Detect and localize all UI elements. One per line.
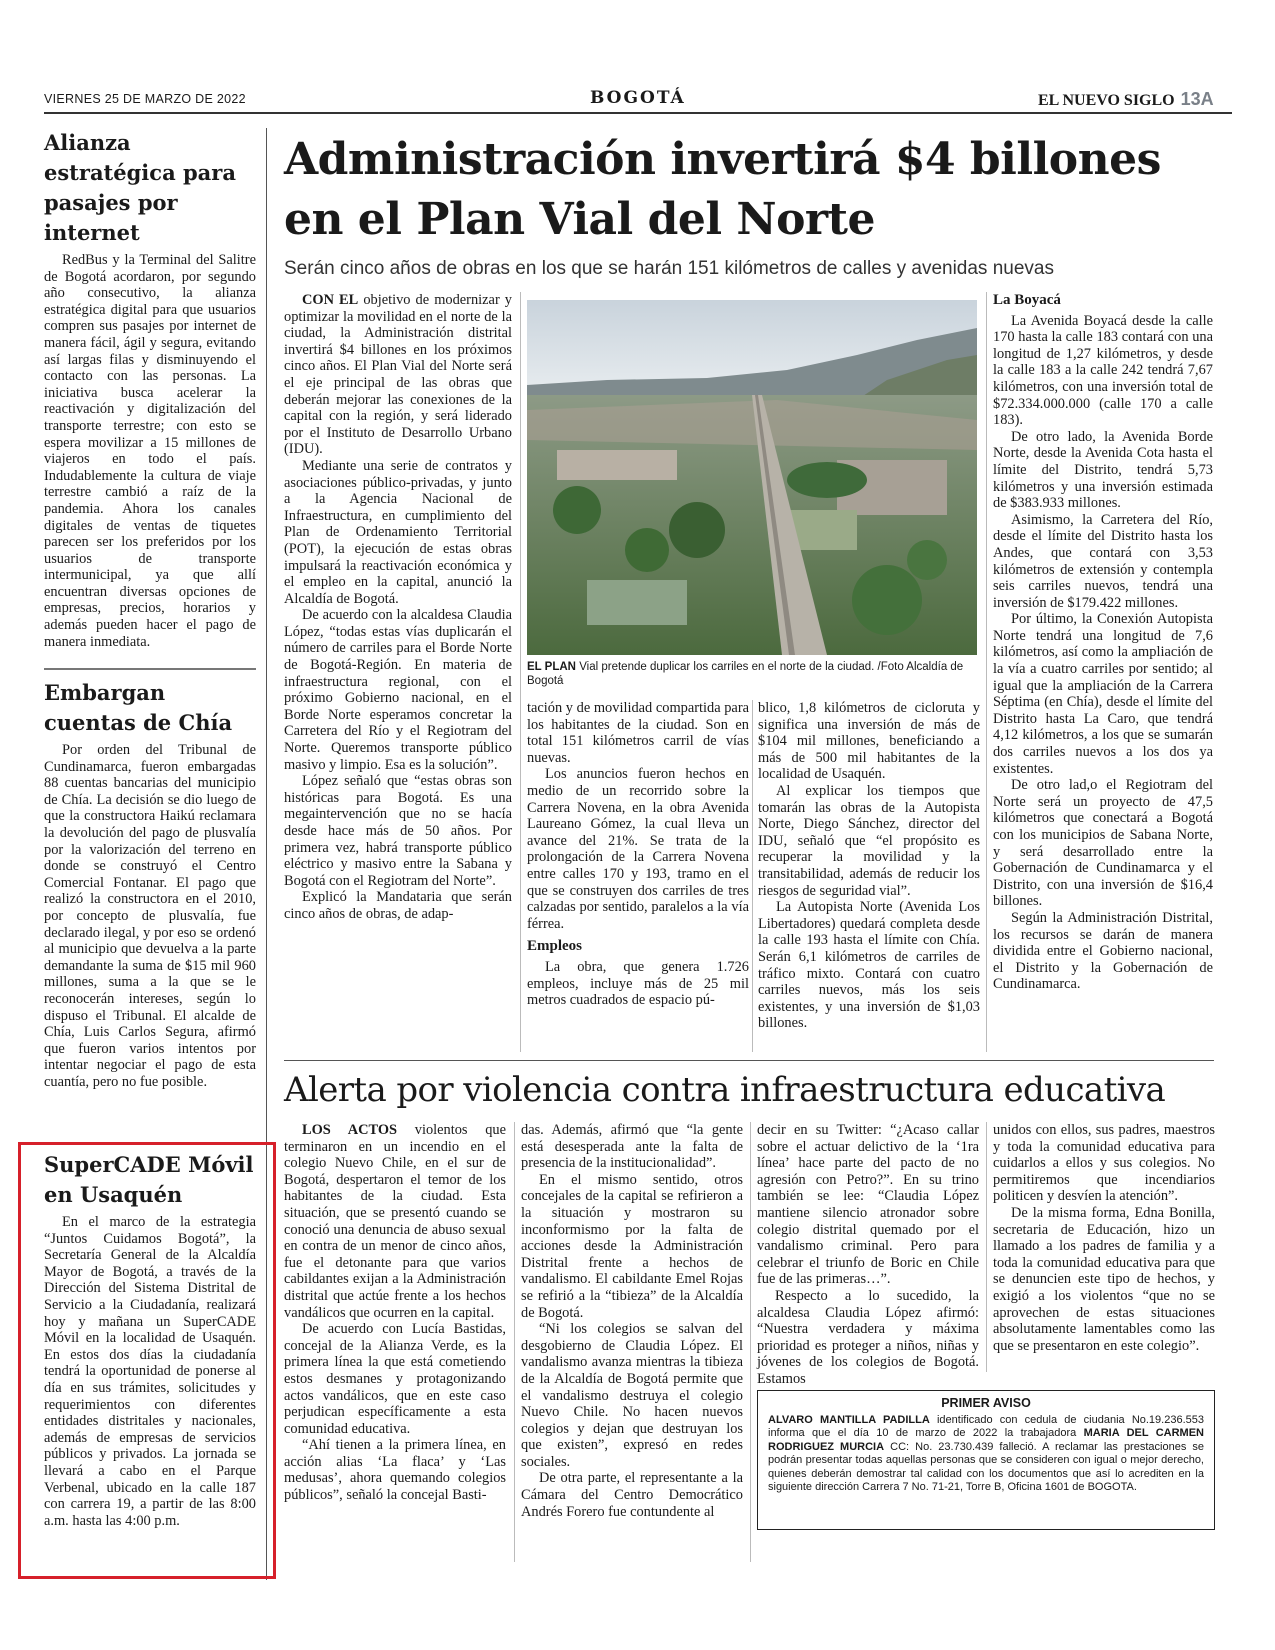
lead-in: CON EL (302, 292, 359, 308)
notice-body: ALVARO MANTILLA PADILLA identificado con cedula de ciudania No.19.236.553 informa que el día 10 de marzo de 2022 la trabajadora MARIA DEL CARMEN RODRIGUEZ MURCIA CC: No. 23.730.439 falleció. A reclamar las prestaciones se podrán presentar todas aquellas personas que se consideren con igual o mejor derecho, quienes deberán demostrar tal calidad con los documentos que así lo acrediten en la siguiente dirección Carrera 7 No. 71-21, Torre B, Oficina 1601 de BOGOTA. (768, 1413, 1204, 1493)
second-column-3: decir en su Twitter: “¿Acaso callar sobre el actuar delictivo de la ‘1ra línea’ hace parte del pacto de no agresión con Petro?”. En su trino también se lee: “Claudia López mantiene silencio atronador sobre colegio distrital quemado por el vandalismo criminal. Pero para celebrar el triunfo de Boric en Chile fue de las primeras…”. Respecto a lo sucedido, la alcaldesa Claudia López afirmó: “Nuestra verdadera y máxima prioridad es proteger a niños, niñas y jóvenes de los colegios de Bogotá. Estamos (757, 1122, 979, 1387)
brief-title: Embargan cuentas de Chía (44, 680, 233, 735)
main-column-3: blico, 1,8 kilómetros de cicloruta y significa una inversión de más de $104 mil millones, beneficiando a más de 500 mil habitantes de la localidad de Usaquén. Al explicar los tiempos que tomarán las obras de la Autopista Norte, Diego Sánchez, director del IDU, señaló que “el propósito es recuperar la movilidad y la transitabilidad, además de reducir los riesgos de seguridad vial”. La Autopista Norte (Avenida Los Libertadores) quedará completa desde la calle 193 hasta el límite con Chía. Serán 6,1 kilómetros de carriles de tráfico mixto. Contará con cuatro carriles nuevos, más los seis existentes, y una inversión de $1,03 billones. (758, 700, 980, 1032)
brief-title: SuperCADE Móvil en Usaquén (44, 1152, 254, 1207)
column-rule (514, 1122, 515, 1562)
caption-text: Vial pretende duplicar los carriles en el norte de la ciudad. /Foto Alcaldía de Bogotá (527, 661, 964, 687)
main-column-2: tación y de movilidad compartida para los habitantes de la ciudad. Son en total 151 kilómetros carril de vías nuevas. Los anuncios fueron hechos en medio de un recorrido sobre la Carrera Novena, en la obra Avenida Laureano Gómez, la cual lleva un avance del 21%. Se trata de la prolongación de la Carrera Novena entre calles 170 y 193, tramo en el que se construyen dos carriles de tres calzadas por sentido, paralelos a la vía férrea. Empleos La obra, que genera 1.726 empleos, incluye más de 25 mil metros cuadrados de espacio pú- (527, 700, 749, 1009)
header-date: VIERNES 25 DE MARZO DE 2022 (44, 92, 246, 106)
newspaper-name: EL NUEVO SIGLO (1038, 92, 1175, 109)
second-column-1: LOS ACTOS violentos que terminaron en un incendio en el colegio Nuevo Chile, en el sur de Bogotá, despertaron el temor de los habitantes de la ciudad. Esta situación, que se presentó cuando se conoció una denuncia de abuso sexual en contra de un menor de cinco años, fue el detonante para que varios cabildantes exijan a la Administración distrital que actúe frente a los hechos vandálicos que ocurren en la capital. De acuerdo con Lucía Bastidas, concejal de la Alianza Verde, es la primera línea la que está cometiendo estos desmanes y protagonizando actos vandálicos, que en este caso perjudican específicamente a esta comunidad educativa. “Ahí tienen a la primera línea, en acción alias ‘La flaca’ y ‘Las medusas’, ahora quemando colegios públicos”, señaló la concejal Basti- (284, 1122, 506, 1504)
lead-in: LOS ACTOS (302, 1122, 398, 1138)
main-column-4: La Boyacá La Avenida Boyacá desde la calle 170 hasta la calle 183 contará con una longitud de 1,27 kilómetros, y desde la calle 183 a la calle 242 tendrá 7,67 kilómetros, con una inversión total de $72.334.000.000 (calle 170 a calle 183). De otro lado, la Avenida Borde Norte, desde la Avenida Cota hasta el límite del Distrito, tendrá 5,73 kilómetros y una inversión estimada de $383.933 millones. Asimismo, la Carretera del Río, desde el límite del Distrito hasta los Andes, que contará con 3,53 kilómetros de extensión y contempla seis carriles nuevos, tendrá una inversión de $179.422 millones. Por último, la Conexión Autopista Norte tendrá una longitud de 7,6 kilómetros, así como la ampliación de la vía a cuatro carriles por sentido; al igual que la ampliación de la Carrera Séptima (en Chía), desde el límite del Distrito hasta La Caro, que tendrá 4,12 kilómetros, a los que se sumarán dos carriles nuevos a los dos ya existentes. De otro lad,o el Regiotram del Norte será un proyecto de 47,5 kilómetros que conectará a Bogotá con los municipios de Sabana Norte, y será desarrollado entre la Gobernación de Cundinamarca y el Distrito, con una inversión de $16,4 billones. Según la Administración Distrital, los recursos se darán de manera dividida entre el Gobierno nacional, el Distrito y la Gobernación de Cundinamarca. (993, 292, 1213, 993)
notice-title: PRIMER AVISO (941, 1396, 1031, 1410)
second-column-4: unidos con ellos, sus padres, maestros y toda la comunidad educativa para cuidarlos a ellos y sus colegios. No permitiremos que incendiarios politicen y desvíen la atención”. De la misma forma, Edna Bonilla, secretaria de Educación, hizo un llamado a los padres de familia y a toda la comunidad educativa para que se denuncien este tipo de hechos, y exigió a los violentos “que no se aprovechen de estas situaciones absolutamente lamentables como las que se presentaron en este colegio”. (993, 1122, 1215, 1354)
main-headline: Administración invertirá $4 billones en el Plan Vial del Norte (284, 134, 1161, 245)
story-divider (284, 1060, 1214, 1061)
brief-body: En el marco de la estrategia “Juntos Cuidamos Bogotá”, la Secretaría General de la Alcaldía Mayor de Bogotá, a través de la Dirección del Sistema Distrital de Servicio a la Ciudadanía, realizará hoy y mañana un SuperCADE Móvil en la localidad de Usaquén. En estos dos días la ciudadanía tendrá la oportunidad de ponerse al día en sus trámites, solicitudes y requerimientos con diferentes entidades distritales y nacionales, además de empresas de servicios públicos y privados. La jornada se llevará a cabo en el Parque Verbenal, ubicado en la calle 187 con carrera 19, a partir de las 8:00 a.m. hasta las 4:00 p.m. (44, 1214, 256, 1529)
page-number: 13A (1180, 89, 1214, 109)
aerial-photo (527, 300, 977, 655)
brief-divider (44, 668, 256, 670)
subhead-boyaca: La Boyacá (993, 292, 1061, 308)
brief-chia (44, 678, 256, 1090)
legal-notice-box (757, 1390, 1215, 1530)
column-rule (520, 292, 521, 1052)
main-deck: Serán cinco años de obras en los que se harán 151 kilómetros de calles y avenidas nuevas (284, 258, 1054, 279)
header-rule (44, 112, 1232, 114)
brief-title: Alianza estratégica para pasajes por internet (44, 130, 236, 245)
brief-alianza (44, 128, 256, 650)
column-rule (986, 292, 987, 1052)
city-aerial-image (527, 300, 977, 655)
main-column-1: CON EL objetivo de modernizar y optimizar la movilidad en el norte de la ciudad, la Administración distrital invertirá $4 billones en los próximos cinco años. El Plan Vial del Norte será el eje principal de las obras que deberán mejorar las conexiones de la capital con la región, y será liderado por el Instituto de Desarrollo Urbano (IDU). Mediante una serie de contratos y asociaciones público-privadas, y junto a la Agencia Nacional de Infraestructura, en cumplimiento del Plan de Ordenamiento Territorial (POT), la ejecución de estas obras impulsará la reactivación económica y el empleo en la capital, anunció la Alcaldía de Bogotá. De acuerdo con la alcaldesa Claudia López, “todas estas vías duplicarán el número de carriles para el Borde Norte de Bogotá-Región. En materia de infraestructura regional, con el próximo Gobierno nacional, en el Borde Norte esperamos concretar la Carretera del Río y el Regiotram del Norte. Queremos transporte público masivo y limpio. Esa es la solución”. López señaló que “estas obras son históricas para Bogotá. Es una megaintervención que no se hacía desde hace más de 50 años. Por primera vez, habrá transporte público eléctrico y masivo entre la Sabana y Bogotá con el Regiotram del Norte”. Explicó la Mandataria que serán cinco años de obras, de adap- (284, 292, 512, 922)
header-masthead (1038, 89, 1214, 110)
brief-supercade (44, 1150, 256, 1529)
column-rule (986, 1122, 987, 1372)
header-section: BOGOTÁ (590, 88, 686, 108)
column-rule (750, 1122, 751, 1562)
column-rule (752, 700, 753, 1052)
second-column-2: das. Además, afirmó que “la gente está desesperada ante la falta de presencia de la institucionalidad”. En el mismo sentido, otros concejales de la capital se refirieron a la situación y mostraron su inconformismo por la falta de acciones desde la Administración Distrital frente a hechos de vandalismo. El cabildante Emel Rojas se refirió a la “tibieza” de la Alcaldía de Bogotá. “Ni los colegios se salvan del desgobierno de Claudia López. El vandalismo avanza mientras la tibieza de la Alcaldía de Bogotá permite que el vandalismo destruya el colegio Nuevo Chile. No hacen nuevos colegios y dejan que destruyan los que existen”, expresó en redes sociales. De otra parte, el representante a la Cámara del Centro Democrático Andrés Forero fue contundente al (521, 1122, 743, 1520)
brief-body: Por orden del Tribunal de Cundinamarca, fueron embargadas 88 cuentas bancarias del municipio de Chía. La decisión se dio luego de que la constructora Haikú reclamara la devolución del pago de plusvalía por la valorización del terreno en donde se construyó el Centro Comercial Fontanar. El pago que realizó la constructora en el 2010, por concepto de plusvalía, fue declarado ilegal, y por eso se ordenó al municipio que devuelva a la parte demandante la suma de $15 mil 960 millones, suma a la que se le reconocerán intereses, según lo dispuso el Tribunal. El alcalde de Chía, Luis Carlos Segura, afirmó que fueron varios intentos por intentar negociar el pago de esta cuantía, pero no fue posible. (44, 742, 256, 1090)
subhead-empleos: Empleos (527, 938, 583, 955)
brief-body: RedBus y la Terminal del Salitre de Bogotá acordaron, por segundo año consecutivo, la alianza estratégica digital para que usuarios compren sus pasajes por internet de manera fácil, ágil y segura, evitando así largas filas y disminuyendo el contacto con las personas. La iniciativa busca acelerar la reactivación y digitalización del transporte terrestre; con esto se espera movilizar a 15 millones de viajeros en todo el país. Indudablemente la cultura de viaje terrestre cambió a raíz de la pandemia. Ahora los canales digitales de ventas de tiquetes parecen ser los preferidos por los usuarios de transporte intermunicipal, ya que allí encuentran diversas opciones de empresas, precios, horarios y además pueden hacer el pago de manera inmediata. (44, 252, 256, 650)
photo-caption (527, 660, 977, 688)
second-headline: Alerta por violencia contra infraestructura educativa (284, 1070, 1166, 1110)
caption-lead: EL PLAN (527, 661, 576, 673)
